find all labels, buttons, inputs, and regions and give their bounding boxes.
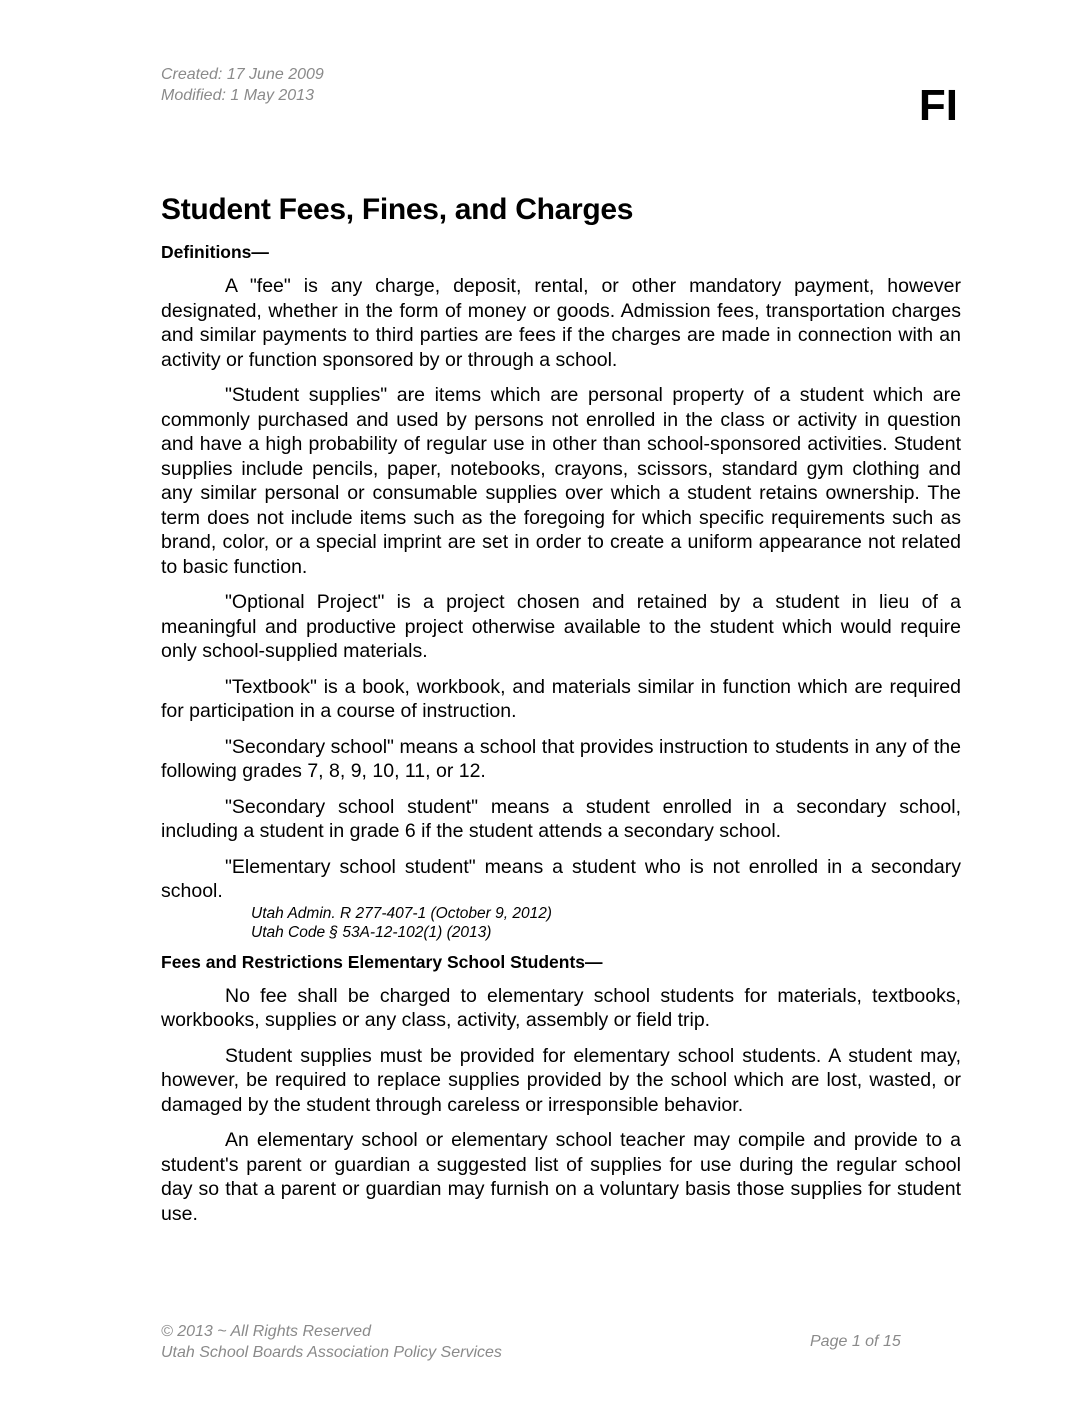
modified-date: Modified: 1 May 2013 [161,87,314,104]
definition-student-supplies: "Student supplies" are items which are personal property of a student which are commonly purchased and used by persons not enrolled in the class or activity in question and have a high probability of regular use in other than school-sponsored activities. Student supplies include pencils, paper, notebooks, crayons, scissors, standard gym clothing and any similar personal or consumable supplies over which a student retains ownership. The term does not include items such as the foregoing for which specific requirements such as brand, color, or a special imprint are set in order to create a uniform appearance not related to basic function. [161,384,961,578]
organization: Utah School Boards Association Policy Services [161,1344,502,1361]
elementary-paragraph: No fee shall be charged to elementary school students for materials, textbooks, workbooks, supplies or any class, activity, assembly or field trip. [161,984,961,1031]
copyright: © 2013 ~ All Rights Reserved [161,1323,371,1340]
section-heading-elementary: Fees and Restrictions Elementary School Students— [161,951,603,972]
citation: Utah Admin. R 277-407-1 (October 9, 2012) [251,904,552,922]
footer-left [161,1321,502,1363]
citation: Utah Code § 53A-12-102(1) (2013) [251,923,492,941]
document-dates [161,64,324,106]
definition-fee: A "fee" is any charge, deposit, rental, or other mandatory payment, however designated, whether in the form of money or goods. Admission fees, transportation charges and similar payments to third parties are fees if the charges are made in connection with an activity or function sponsored by or through a school. [161,275,961,371]
definition-secondary-school: "Secondary school" means a school that provides instruction to students in any of the following grades 7, 8, 9, 10, 11, or 12. [161,735,961,782]
elementary-paragraph: Student supplies must be provided for elementary school students. A student may, however, be required to replace supplies provided by the school which are lost, wasted, or damaged by the student through careless or irresponsible behavior. [161,1044,961,1116]
created-date: Created: 17 June 2009 [161,66,324,83]
policy-code: FI [918,81,958,130]
elementary-paragraph: An elementary school or elementary school teacher may compile and provide to a student's parent or guardian a suggested list of supplies for use during the regular school day so that a parent or guardian may furnish on a voluntary basis those supplies for student use. [161,1129,961,1225]
definition-textbook: "Textbook" is a book, workbook, and materials similar in function which are required for participation in a course of instruction. [161,675,961,722]
page-number: Page 1 of 15 [810,1333,901,1350]
definition-secondary-school-student: "Secondary school student" means a student enrolled in a secondary school, including a student in grade 6 if the student attends a secondary school. [161,795,961,842]
legal-citations [251,904,961,942]
document-body [161,240,961,1237]
definition-optional-project: "Optional Project" is a project chosen and retained by a student in lieu of a meaningful and productive project otherwise available to the student which would require only school-supplied materials. [161,591,961,662]
page-title: Student Fees, Fines, and Charges [161,193,634,226]
section-heading-definitions: Definitions— [161,242,269,262]
definition-elementary-school-student: "Elementary school student" means a student who is not enrolled in a secondary school. [161,855,961,902]
